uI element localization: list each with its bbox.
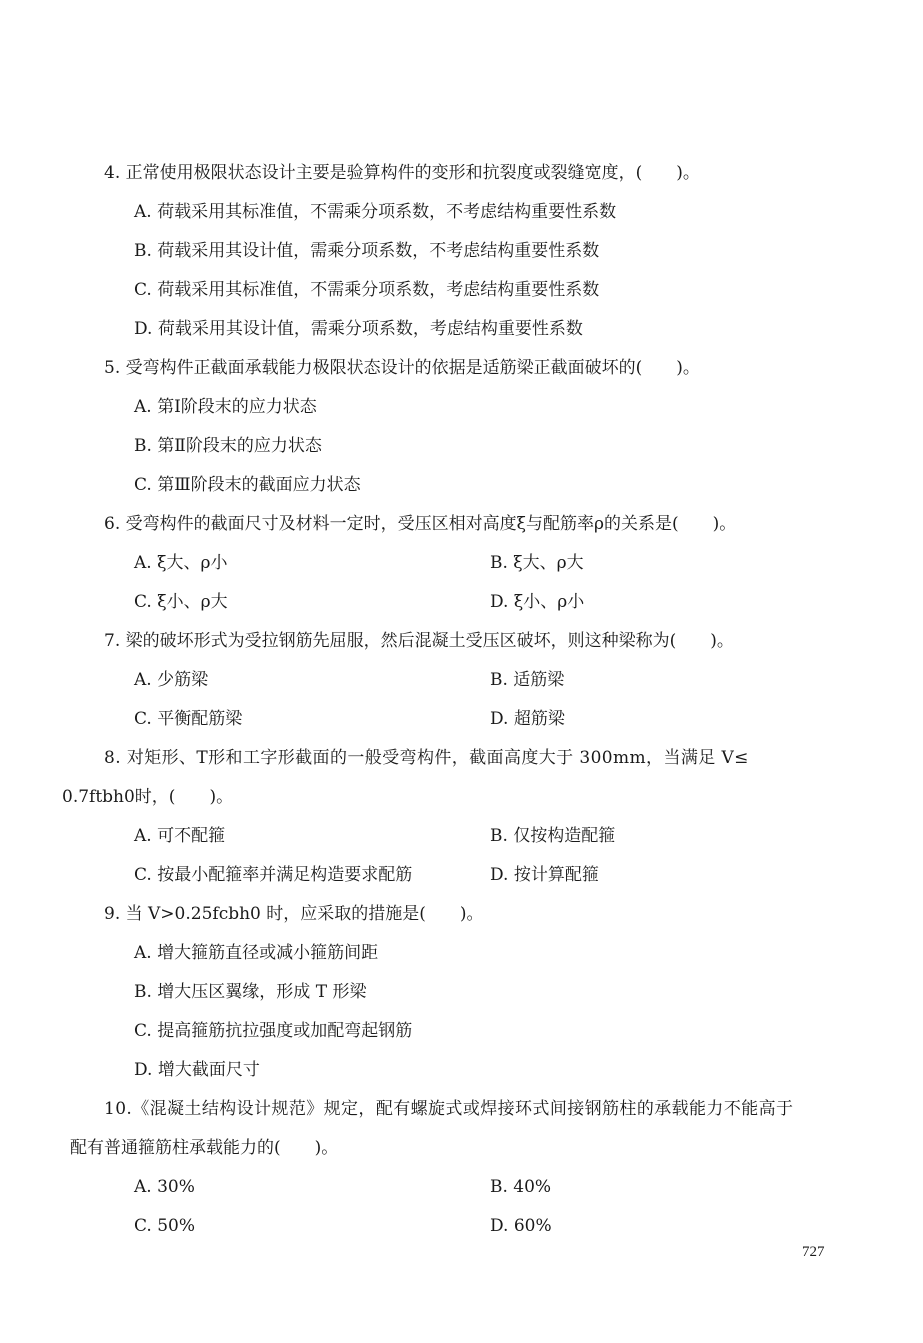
question-8-option-d: D. 按计算配箍: [490, 865, 599, 885]
question-8-stem: 8. 对矩形、T形和工字形截面的一般受弯构件，截面高度大于 300mm，当满足 V≤: [104, 748, 749, 768]
question-10-option-b: B. 40%: [490, 1177, 552, 1197]
question-4-option-a: A. 荷载采用其标准值，不需乘分项系数，不考虑结构重要性系数: [134, 202, 617, 222]
question-7-option-a: A. 少筋梁: [134, 670, 209, 690]
question-10-stem-continued: 配有普通箍筋柱承载能力的( )。: [70, 1138, 339, 1158]
question-9-option-d: D. 增大截面尺寸: [134, 1060, 260, 1080]
question-4-stem: 4. 正常使用极限状态设计主要是验算构件的变形和抗裂度或裂缝宽度，( )。: [104, 163, 700, 183]
question-8-option-a: A. 可不配箍: [134, 826, 226, 846]
question-9-option-b: B. 增大压区翼缘，形成 T 形梁: [134, 982, 367, 1002]
question-9-option-c: C. 提高箍筋抗拉强度或加配弯起钢筋: [134, 1021, 413, 1041]
question-7-option-b: B. 适筋梁: [490, 670, 565, 690]
question-5-option-a: A. 第Ⅰ阶段末的应力状态: [134, 397, 317, 417]
question-9-option-a: A. 增大箍筋直径或减小箍筋间距: [134, 943, 379, 963]
question-7-option-c: C. 平衡配筋梁: [134, 709, 243, 729]
question-7-option-d: D. 超筋梁: [490, 709, 565, 729]
question-9-stem: 9. 当 V>0.25fcbh0 时，应采取的措施是( )。: [104, 904, 484, 924]
question-6-stem: 6. 受弯构件的截面尺寸及材料一定时，受压区相对高度ξ与配筋率ρ的关系是( )。: [104, 514, 737, 534]
question-10-option-c: C. 50%: [134, 1216, 195, 1236]
question-10-option-a: A. 30%: [134, 1177, 195, 1197]
question-5-option-b: B. 第Ⅱ阶段末的应力状态: [134, 436, 322, 456]
question-8-stem-continued: 0.7ftbh0时，( )。: [62, 787, 234, 807]
question-6-option-d: D. ξ小、ρ小: [490, 592, 585, 612]
question-6-option-c: C. ξ小、ρ大: [134, 592, 228, 612]
question-5-option-c: C. 第Ⅲ阶段末的截面应力状态: [134, 475, 361, 495]
question-8-option-b: B. 仅按构造配箍: [490, 826, 616, 846]
question-10-option-d: D. 60%: [490, 1216, 552, 1236]
question-10-stem: 10.《混凝土结构设计规范》规定，配有螺旋式或焊接环式间接钢筋柱的承载能力不能高于: [104, 1099, 794, 1119]
question-6-option-b: B. ξ大、ρ大: [490, 553, 584, 573]
question-4-option-d: D. 荷载采用其设计值，需乘分项系数，考虑结构重要性系数: [134, 319, 583, 339]
page-number: 727: [802, 1244, 825, 1260]
question-5-stem: 5. 受弯构件正截面承载能力极限状态设计的依据是适筋梁正截面破坏的( )。: [104, 358, 700, 378]
question-4-option-c: C. 荷载采用其标准值，不需乘分项系数，考虑结构重要性系数: [134, 280, 600, 300]
question-7-stem: 7. 梁的破坏形式为受拉钢筋先屈服，然后混凝土受压区破坏，则这种梁称为( )。: [104, 631, 734, 651]
question-8-option-c: C. 按最小配箍率并满足构造要求配筋: [134, 865, 413, 885]
question-6-option-a: A. ξ大、ρ小: [134, 553, 228, 573]
question-4-option-b: B. 荷载采用其设计值，需乘分项系数，不考虑结构重要性系数: [134, 241, 600, 261]
